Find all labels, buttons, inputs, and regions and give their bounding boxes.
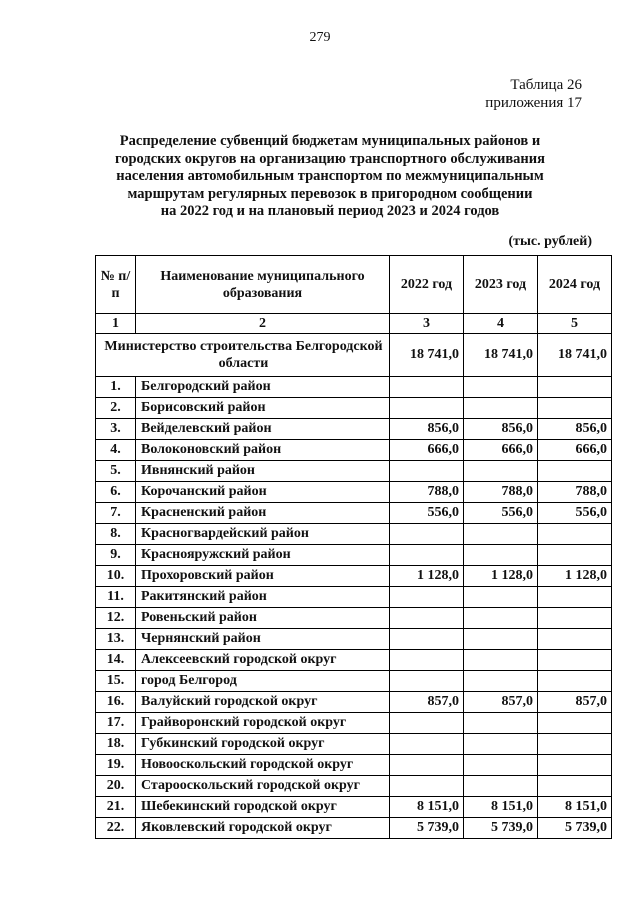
value-2022	[390, 650, 464, 671]
value-2023	[464, 398, 538, 419]
value-2022: 666,0	[390, 440, 464, 461]
value-2023: 1 128,0	[464, 566, 538, 587]
municipality-name: Яковлевский городской округ	[136, 818, 390, 839]
municipality-name: город Белгород	[136, 671, 390, 692]
value-2023	[464, 587, 538, 608]
row-number: 22.	[96, 818, 136, 839]
table-row	[96, 608, 612, 629]
municipality-name: Ивнянский район	[136, 461, 390, 482]
value-2024	[538, 608, 612, 629]
value-2023	[464, 713, 538, 734]
value-2022	[390, 377, 464, 398]
value-2022	[390, 776, 464, 797]
value-2023	[464, 377, 538, 398]
value-2023	[464, 671, 538, 692]
value-2023: 556,0	[464, 503, 538, 524]
value-2024	[538, 524, 612, 545]
value-2022: 856,0	[390, 419, 464, 440]
table-row	[96, 524, 612, 545]
value-2024	[538, 650, 612, 671]
table-header-row	[96, 256, 612, 314]
table-row	[96, 461, 612, 482]
table-row	[96, 713, 612, 734]
table-reference-line: Таблица 26	[510, 77, 582, 93]
value-2022	[390, 398, 464, 419]
column-number: 2	[136, 314, 390, 334]
table-row	[96, 482, 612, 503]
value-2023	[464, 545, 538, 566]
value-2023: 5 739,0	[464, 818, 538, 839]
row-number: 12.	[96, 608, 136, 629]
value-2024: 556,0	[538, 503, 612, 524]
value-2023: 857,0	[464, 692, 538, 713]
value-2024	[538, 398, 612, 419]
municipality-name: Грайворонский городской округ	[136, 713, 390, 734]
value-2024: 5 739,0	[538, 818, 612, 839]
value-2024	[538, 629, 612, 650]
municipality-name: Ровеньский район	[136, 608, 390, 629]
value-2024: 8 151,0	[538, 797, 612, 818]
value-2023	[464, 524, 538, 545]
value-2022: 1 128,0	[390, 566, 464, 587]
row-number: 6.	[96, 482, 136, 503]
value-2022	[390, 608, 464, 629]
title-line: населения автомобильным транспортом по межмуниципальным	[116, 168, 544, 184]
table-row	[96, 398, 612, 419]
value-2024: 857,0	[538, 692, 612, 713]
value-2022: 788,0	[390, 482, 464, 503]
value-2024: 788,0	[538, 482, 612, 503]
value-2022	[390, 671, 464, 692]
value-2024	[538, 671, 612, 692]
column-number: 3	[390, 314, 464, 334]
col-header-2022: 2022 год	[390, 256, 464, 314]
municipality-name: Губкинский городской округ	[136, 734, 390, 755]
municipality-name: Чернянский район	[136, 629, 390, 650]
value-2024: 666,0	[538, 440, 612, 461]
row-number: 18.	[96, 734, 136, 755]
value-2023: 8 151,0	[464, 797, 538, 818]
row-number: 14.	[96, 650, 136, 671]
value-2022	[390, 629, 464, 650]
value-2023	[464, 734, 538, 755]
title-line: городских округов на организацию транспортного обслуживания	[115, 150, 545, 167]
municipality-name: Красненский район	[136, 503, 390, 524]
column-number: 5	[538, 314, 612, 334]
table-reference	[485, 76, 582, 112]
table-row	[96, 629, 612, 650]
row-number: 17.	[96, 713, 136, 734]
value-2024	[538, 755, 612, 776]
col-header-2024: 2024 год	[538, 256, 612, 314]
ministry-value-2023: 18 741,0	[464, 334, 538, 377]
subvention-table	[95, 255, 612, 839]
table-row	[96, 545, 612, 566]
municipality-name: Краснояружский район	[136, 545, 390, 566]
units-label: (тыс. рублей)	[508, 234, 592, 249]
value-2023	[464, 629, 538, 650]
value-2024	[538, 734, 612, 755]
ministry-name: Министерство строительства Белгородской области	[96, 334, 390, 377]
table-row	[96, 671, 612, 692]
col-header-2023: 2023 год	[464, 256, 538, 314]
value-2023: 666,0	[464, 440, 538, 461]
value-2022	[390, 734, 464, 755]
value-2023	[464, 650, 538, 671]
column-number: 1	[96, 314, 136, 334]
col-header-number: № п/п	[96, 256, 136, 314]
ministry-value-2024: 18 741,0	[538, 334, 612, 377]
municipality-name: Красногвардейский район	[136, 524, 390, 545]
municipality-name: Волоконовский район	[136, 440, 390, 461]
row-number: 3.	[96, 419, 136, 440]
value-2022	[390, 755, 464, 776]
title-line: маршрутам регулярных перевозок в пригородном сообщении	[127, 185, 533, 202]
municipality-name: Корочанский район	[136, 482, 390, 503]
value-2022: 556,0	[390, 503, 464, 524]
value-2022	[390, 524, 464, 545]
value-2023: 788,0	[464, 482, 538, 503]
table-row	[96, 587, 612, 608]
value-2022: 8 151,0	[390, 797, 464, 818]
row-number: 2.	[96, 398, 136, 419]
table-row	[96, 776, 612, 797]
value-2023	[464, 755, 538, 776]
municipality-name: Вейделевский район	[136, 419, 390, 440]
table-row	[96, 818, 612, 839]
value-2022	[390, 587, 464, 608]
column-numbers-row	[96, 314, 612, 334]
ministry-row	[96, 334, 612, 377]
column-number: 4	[464, 314, 538, 334]
table-row	[96, 797, 612, 818]
table-row	[96, 566, 612, 587]
table-row	[96, 692, 612, 713]
value-2022	[390, 545, 464, 566]
value-2022: 5 739,0	[390, 818, 464, 839]
table-row	[96, 650, 612, 671]
value-2024	[538, 545, 612, 566]
table-row	[96, 419, 612, 440]
municipality-name: Валуйский городской округ	[136, 692, 390, 713]
row-number: 1.	[96, 377, 136, 398]
row-number: 7.	[96, 503, 136, 524]
value-2023	[464, 776, 538, 797]
municipality-name: Белгородский район	[136, 377, 390, 398]
page-number: 279	[309, 30, 331, 45]
table-row	[96, 503, 612, 524]
value-2024	[538, 377, 612, 398]
value-2023: 856,0	[464, 419, 538, 440]
municipality-name: Борисовский район	[136, 398, 390, 419]
value-2022	[390, 713, 464, 734]
table-row	[96, 755, 612, 776]
row-number: 8.	[96, 524, 136, 545]
row-number: 11.	[96, 587, 136, 608]
ministry-value-2022: 18 741,0	[390, 334, 464, 377]
row-number: 10.	[96, 566, 136, 587]
row-number: 19.	[96, 755, 136, 776]
value-2024	[538, 776, 612, 797]
row-number: 4.	[96, 440, 136, 461]
table-reference-line: приложения 17	[485, 95, 582, 111]
row-number: 16.	[96, 692, 136, 713]
municipality-name: Старооскольский городской округ	[136, 776, 390, 797]
row-number: 9.	[96, 545, 136, 566]
value-2024	[538, 713, 612, 734]
row-number: 15.	[96, 671, 136, 692]
value-2024: 856,0	[538, 419, 612, 440]
municipality-name: Алексеевский городской округ	[136, 650, 390, 671]
value-2024: 1 128,0	[538, 566, 612, 587]
value-2022: 857,0	[390, 692, 464, 713]
col-header-name: Наименование муниципального образования	[136, 256, 390, 314]
document-title	[100, 133, 560, 221]
table-row	[96, 377, 612, 398]
value-2024	[538, 587, 612, 608]
row-number: 13.	[96, 629, 136, 650]
value-2024	[538, 461, 612, 482]
row-number: 20.	[96, 776, 136, 797]
title-line: Распределение субвенций бюджетам муниципальных районов и	[119, 133, 541, 149]
municipality-name: Ракитянский район	[136, 587, 390, 608]
table-row	[96, 440, 612, 461]
title-line: на 2022 год и на плановый период 2023 и 2024 годов	[160, 203, 500, 219]
value-2023	[464, 461, 538, 482]
municipality-name: Шебекинский городской округ	[136, 797, 390, 818]
table-row	[96, 734, 612, 755]
value-2023	[464, 608, 538, 629]
row-number: 5.	[96, 461, 136, 482]
value-2022	[390, 461, 464, 482]
municipality-name: Новооскольский городской округ	[136, 755, 390, 776]
municipality-name: Прохоровский район	[136, 566, 390, 587]
row-number: 21.	[96, 797, 136, 818]
